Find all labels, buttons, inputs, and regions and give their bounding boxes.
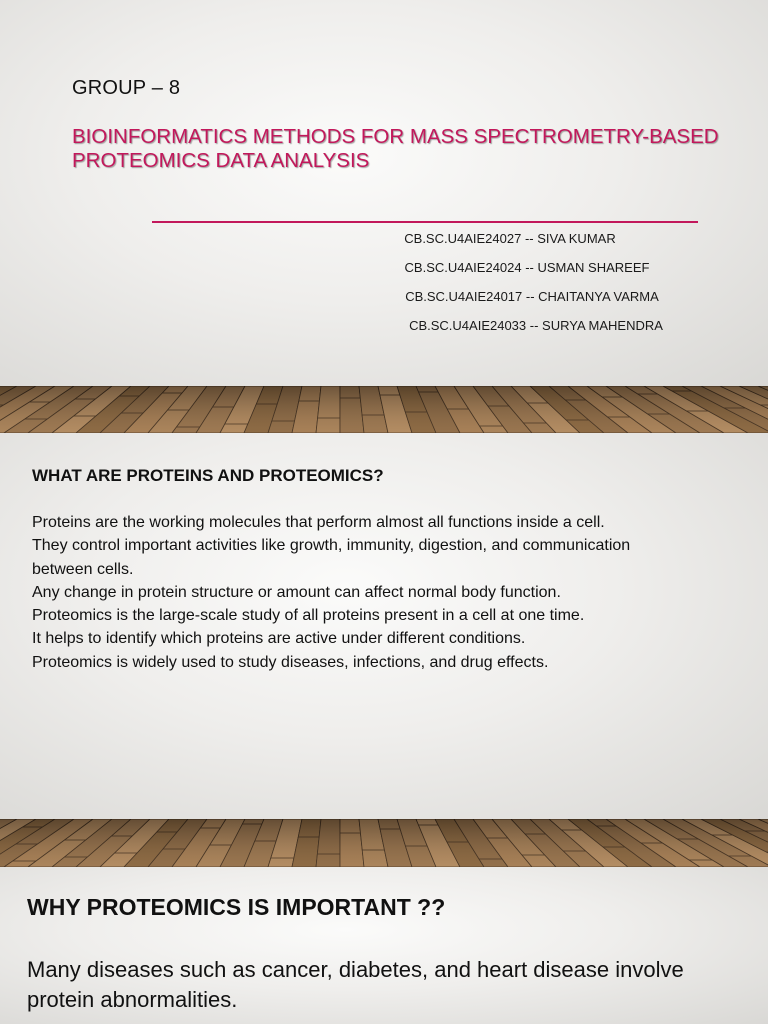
body-line: Many diseases such as cancer, diabetes, and heart disease involve	[27, 957, 684, 982]
slide-body	[27, 955, 747, 1015]
title-line-2: PROTEOMICS DATA ANALYSIS	[72, 149, 370, 172]
importance-slide	[0, 867, 768, 1024]
wood-floor-divider	[0, 819, 768, 867]
body-line: protein abnormalities.	[27, 987, 238, 1012]
member-list	[400, 229, 720, 345]
title-line-1: BIOINFORMATICS METHODS FOR MASS SPECTROMETRY-BASED	[72, 125, 719, 148]
body-line: Proteomics is the large-scale study of all proteins present in a cell at one time.	[32, 607, 585, 625]
member-item: CB.SC.U4AIE24017 -- CHAITANYA VARMA	[405, 289, 659, 304]
slide-body	[32, 511, 732, 674]
wood-floor-texture	[0, 386, 768, 433]
slide-heading: WHY PROTEOMICS IS IMPORTANT ??	[27, 894, 446, 920]
proteins-slide	[0, 433, 768, 819]
title-divider	[152, 221, 698, 223]
title-slide	[0, 0, 768, 386]
body-line: It helps to identify which proteins are active under different conditions.	[32, 630, 526, 648]
body-line: Any change in protein structure or amount can affect normal body function.	[32, 583, 561, 601]
presentation-title	[72, 125, 732, 173]
member-item: CB.SC.U4AIE24033 -- SURYA MAHENDRA	[409, 318, 663, 333]
body-line: They control important activities like growth, immunity, digestion, and communication	[32, 537, 631, 555]
member-item: CB.SC.U4AIE24024 -- USMAN SHAREEF	[404, 260, 650, 275]
wood-floor-divider	[0, 386, 768, 433]
body-line: Proteins are the working molecules that perform almost all functions inside a cell.	[32, 514, 605, 531]
body-line: Proteomics is widely used to study diseases, infections, and drug effects.	[32, 653, 549, 671]
body-line: between cells.	[32, 560, 134, 578]
member-item: CB.SC.U4AIE24027 -- SIVA KUMAR	[404, 231, 616, 246]
wood-floor-texture	[0, 819, 768, 867]
slide-heading: WHAT ARE PROTEINS AND PROTEOMICS?	[32, 466, 384, 485]
group-label: GROUP – 8	[72, 77, 181, 99]
